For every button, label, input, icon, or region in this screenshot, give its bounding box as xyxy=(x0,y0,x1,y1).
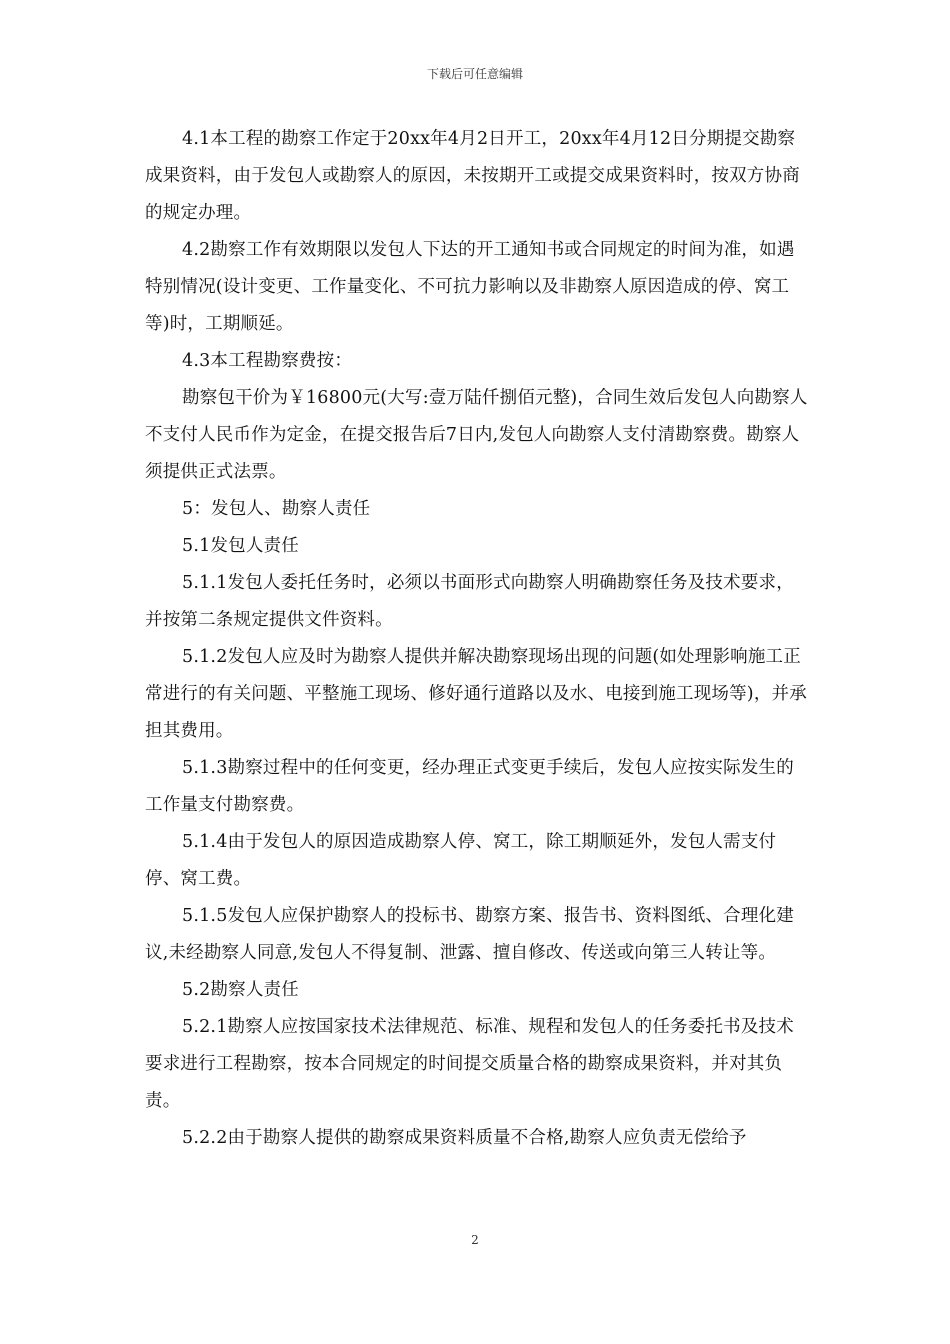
paragraph-5-1-4: 5.1.4由于发包人的原因造成勘察人停、窝工，除工期顺延外，发包人需支付停、窝工费。 xyxy=(145,832,777,889)
section-heading-5: 5：发包人、勘察人责任 xyxy=(182,499,371,519)
paragraph-4-3: 4.3本工程勘察费按： xyxy=(182,351,353,371)
paragraph-5-1-1: 5.1.1发包人委托任务时，必须以书面形式向勘察人明确勘察任务及技术要求，并按第二条规定提供文件资料。 xyxy=(145,573,794,630)
paragraph-5-1-3: 5.1.3勘察过程中的任何变更，经办理正式变更手续后，发包人应按实际发生的工作量支付勘察费。 xyxy=(145,758,794,815)
page-header: 下载后可任意编辑 xyxy=(426,67,523,81)
paragraph-4-1: 4.1本工程的勘察工作定于20xx年4月2日开工，20xx年4月12日分期提交勘察成果资料，由于发包人或勘察人的原因，未按期开工或提交成果资料时，按双方协商的规定办理。 xyxy=(145,129,800,223)
section-heading-5-1: 5.1发包人责任 xyxy=(182,536,299,556)
page-number: 2 xyxy=(471,1233,479,1247)
paragraph-5-2-2: 5.2.2由于勘察人提供的勘察成果资料质量不合格,勘察人应负责无偿给予 xyxy=(182,1128,747,1148)
paragraph-5-1-2: 5.1.2发包人应及时为勘察人提供并解决勘察现场出现的问题(如处理影响施工正常进行的有关问题、平整施工现场、修好通行道路以及水、电接到施工现场等)，并承担其费用。 xyxy=(145,647,807,741)
section-heading-5-2: 5.2勘察人责任 xyxy=(182,980,299,1000)
paragraph-5-2-1: 5.2.1勘察人应按国家技术法律规范、标准、规程和发包人的任务委托书及技术要求进行工程勘察，按本合同规定的时间提交质量合格的勘察成果资料，并对其负责。 xyxy=(145,1017,794,1111)
paragraph-fee-detail: 勘察包干价为￥16800元(大写:壹万陆仟捌佰元整)，合同生效后发包人向勘察人不支付人民币作为定金，在提交报告后7日内,发包人向勘察人支付清勘察费。勘察人须提供正式法票。 xyxy=(145,388,808,482)
paragraph-4-2: 4.2勘察工作有效期限以发包人下达的开工通知书或合同规定的时间为准，如遇特别情况(设计变更、工作量变化、不可抗力影响以及非勘察人原因造成的停、窝工等)时，工期顺延。 xyxy=(145,240,795,334)
paragraph-5-1-5: 5.1.5发包人应保护勘察人的投标书、勘察方案、报告书、资料图纸、合理化建议,未经勘察人同意,发包人不得复制、泄露、擅自修改、传送或向第三人转让等。 xyxy=(145,906,794,963)
document-body xyxy=(145,121,810,1157)
